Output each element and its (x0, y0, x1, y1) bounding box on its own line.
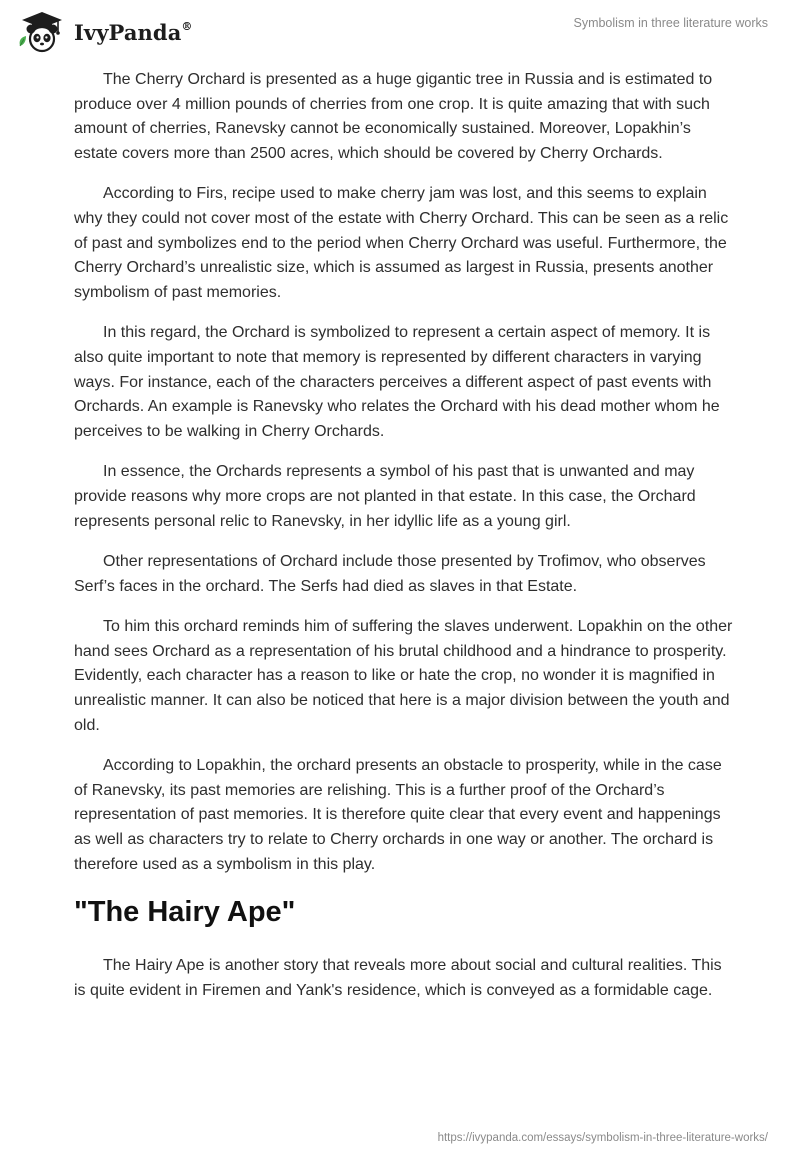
paragraph: In essence, the Orchards represents a symbol of his past that is unwanted and may provide reasons why more crops are not planted in that estate. In this case, the Orchard represents personal relic to Ranevsky, in her idyllic life as a young girl. (74, 463, 696, 530)
paragraph: The Hairy Ape is another story that reveals more about social and cultural realities. This is quite evident in Firemen and Yank's residence, which is conveyed as a formidable cage. (74, 957, 722, 999)
source-url[interactable]: https://ivypanda.com/essays/symbolism-in-three-literature-works/ (437, 1132, 768, 1144)
page-header (0, 0, 800, 64)
paragraph: To him this orchard reminds him of suffering the slaves underwent. Lopakhin on the other hand sees Orchard as a representation of his brutal childhood and a hindrance to prosperity. Evidently, each character has a reason to like or hate the crop, no wonder it is magnified in unrealistic manner. It can also be noticed that here is a major division between the youth and old. (74, 618, 733, 734)
paragraph: According to Firs, recipe used to make cherry jam was lost, and this seems to explain why they could not cover most of the estate with Cherry Orchard. This can be seen as a relic of past and symbolizes end to the period when Cherry Orchard was useful. Furthermore, the Cherry Orchard’s unrealistic size, which is assumed as largest in Russia, presents another symbolism of past memories. (74, 185, 729, 301)
registered-mark: ® (181, 19, 193, 33)
paragraph: The Cherry Orchard is presented as a huge gigantic tree in Russia and is estimated to produce over 4 million pounds of cherries from one crop. It is quite amazing that with such amount of cherries, Ranevsky cannot be economically sustained. Moreover, Lopakhin’s estate covers more than 2500 acres, which should be covered by Cherry Orchards. (74, 71, 713, 162)
paragraph: In this regard, the Orchard is symbolized to represent a certain aspect of memory. It is also quite important to note that memory is represented by different characters in varying ways. For instance, each of the characters perceives a different aspect of past events with Orchards. An example is Ranevsky who relates the Orchard with his dead mother whom he perceives to be walking in Cherry Orchards. (74, 324, 720, 440)
logo-text: IvyPanda® (74, 19, 193, 45)
document-title: Symbolism in three literature works (573, 16, 768, 30)
paragraph: Other representations of Orchard include those presented by Trofimov, who observes Serf’s faces in the orchard. The Serfs had died as slaves in that Estate. (74, 553, 706, 595)
paragraph: According to Lopakhin, the orchard presents an obstacle to prosperity, while in the case of Ranevsky, its past memories are relishing. This is a further proof of the Orchard’s representation of past memories. It is therefore quite clear that every event and happenings as well as characters try to relate to Cherry orchards in one way or another. The orchard is therefore used as a symbolism in this play. (74, 757, 722, 873)
essay-content (74, 68, 734, 1019)
ivypanda-logo[interactable] (14, 8, 193, 54)
section-heading: "The Hairy Ape" (74, 896, 296, 929)
panda-graduate-icon (14, 8, 68, 54)
